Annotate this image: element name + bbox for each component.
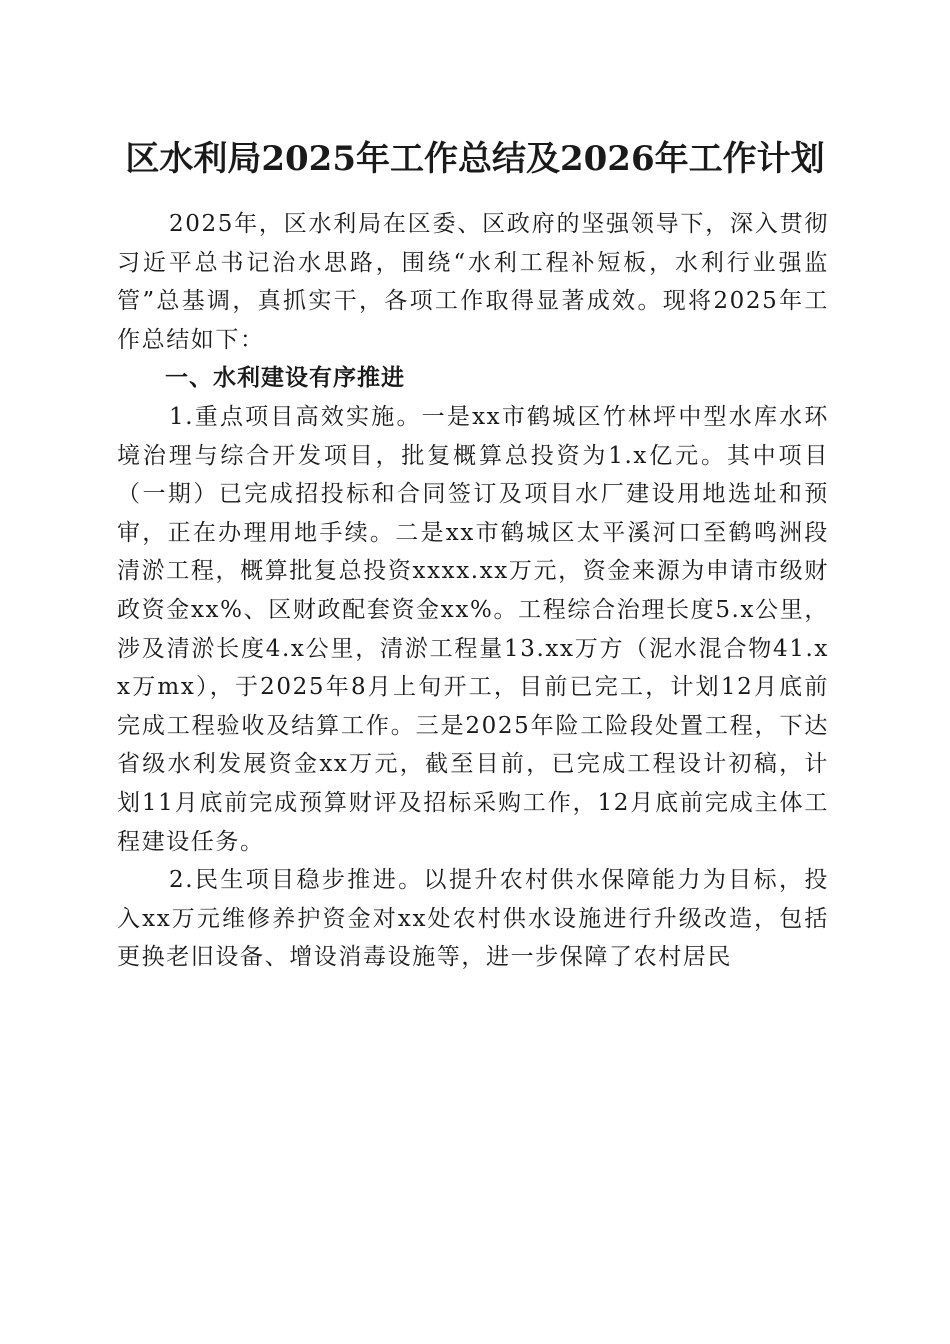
paragraph-item-1: 1.重点项目高效实施。一是xx市鹤城区竹林坪中型水库水环境治理与综合开发项目，批复概算总投资为1.x亿元。其中项目（一期）已完成招投标和合同签订及项目水厂建设用地选址和预审，正在办理用地手续。二是xx市鹤城区太平溪河口至鹤鸣洲段清淤工程，概算批复总投资xxxx.xx万元，资金来源为申请市级财政资金xx%、区财政配套资金xx%。工程综合治理长度5.x公里，涉及清淤长度4.x公里，清淤工程量13.xx万方（泥水混合物41.xx万mx），于2025年8月上旬开工，目前已完工，计划12月底前完成工程验收及结算工作。三是2025年险工险段处置工程，下达省级水利发展资金xx万元，截至目前，已完成工程设计初稿，计划11月底前完成预算财评及招标采购工作，12月底前完成主体工程建设任务。 (117, 403, 829, 855)
document-body (117, 205, 829, 977)
intro-paragraph: 2025年，区水利局在区委、区政府的坚强领导下，深入贯彻习近平总书记治水思路，围绕“水利工程补短板，水利行业强监管”总基调，真抓实干，各项工作取得显著成效。现将2025年工作总结如下： (117, 211, 829, 353)
document-title: 区水利局2025年工作总结及2026年工作计划 (125, 139, 825, 179)
paragraph-item-2: 2.民生项目稳步推进。以提升农村供水保障能力为目标，投入xx万元维修养护资金对xx处农村供水设施进行升级改造，包括更换老旧设备、增设消毒设施等，进一步保障了农村居民 (117, 867, 829, 971)
section-heading: 一、水利建设有序推进 (165, 365, 405, 392)
